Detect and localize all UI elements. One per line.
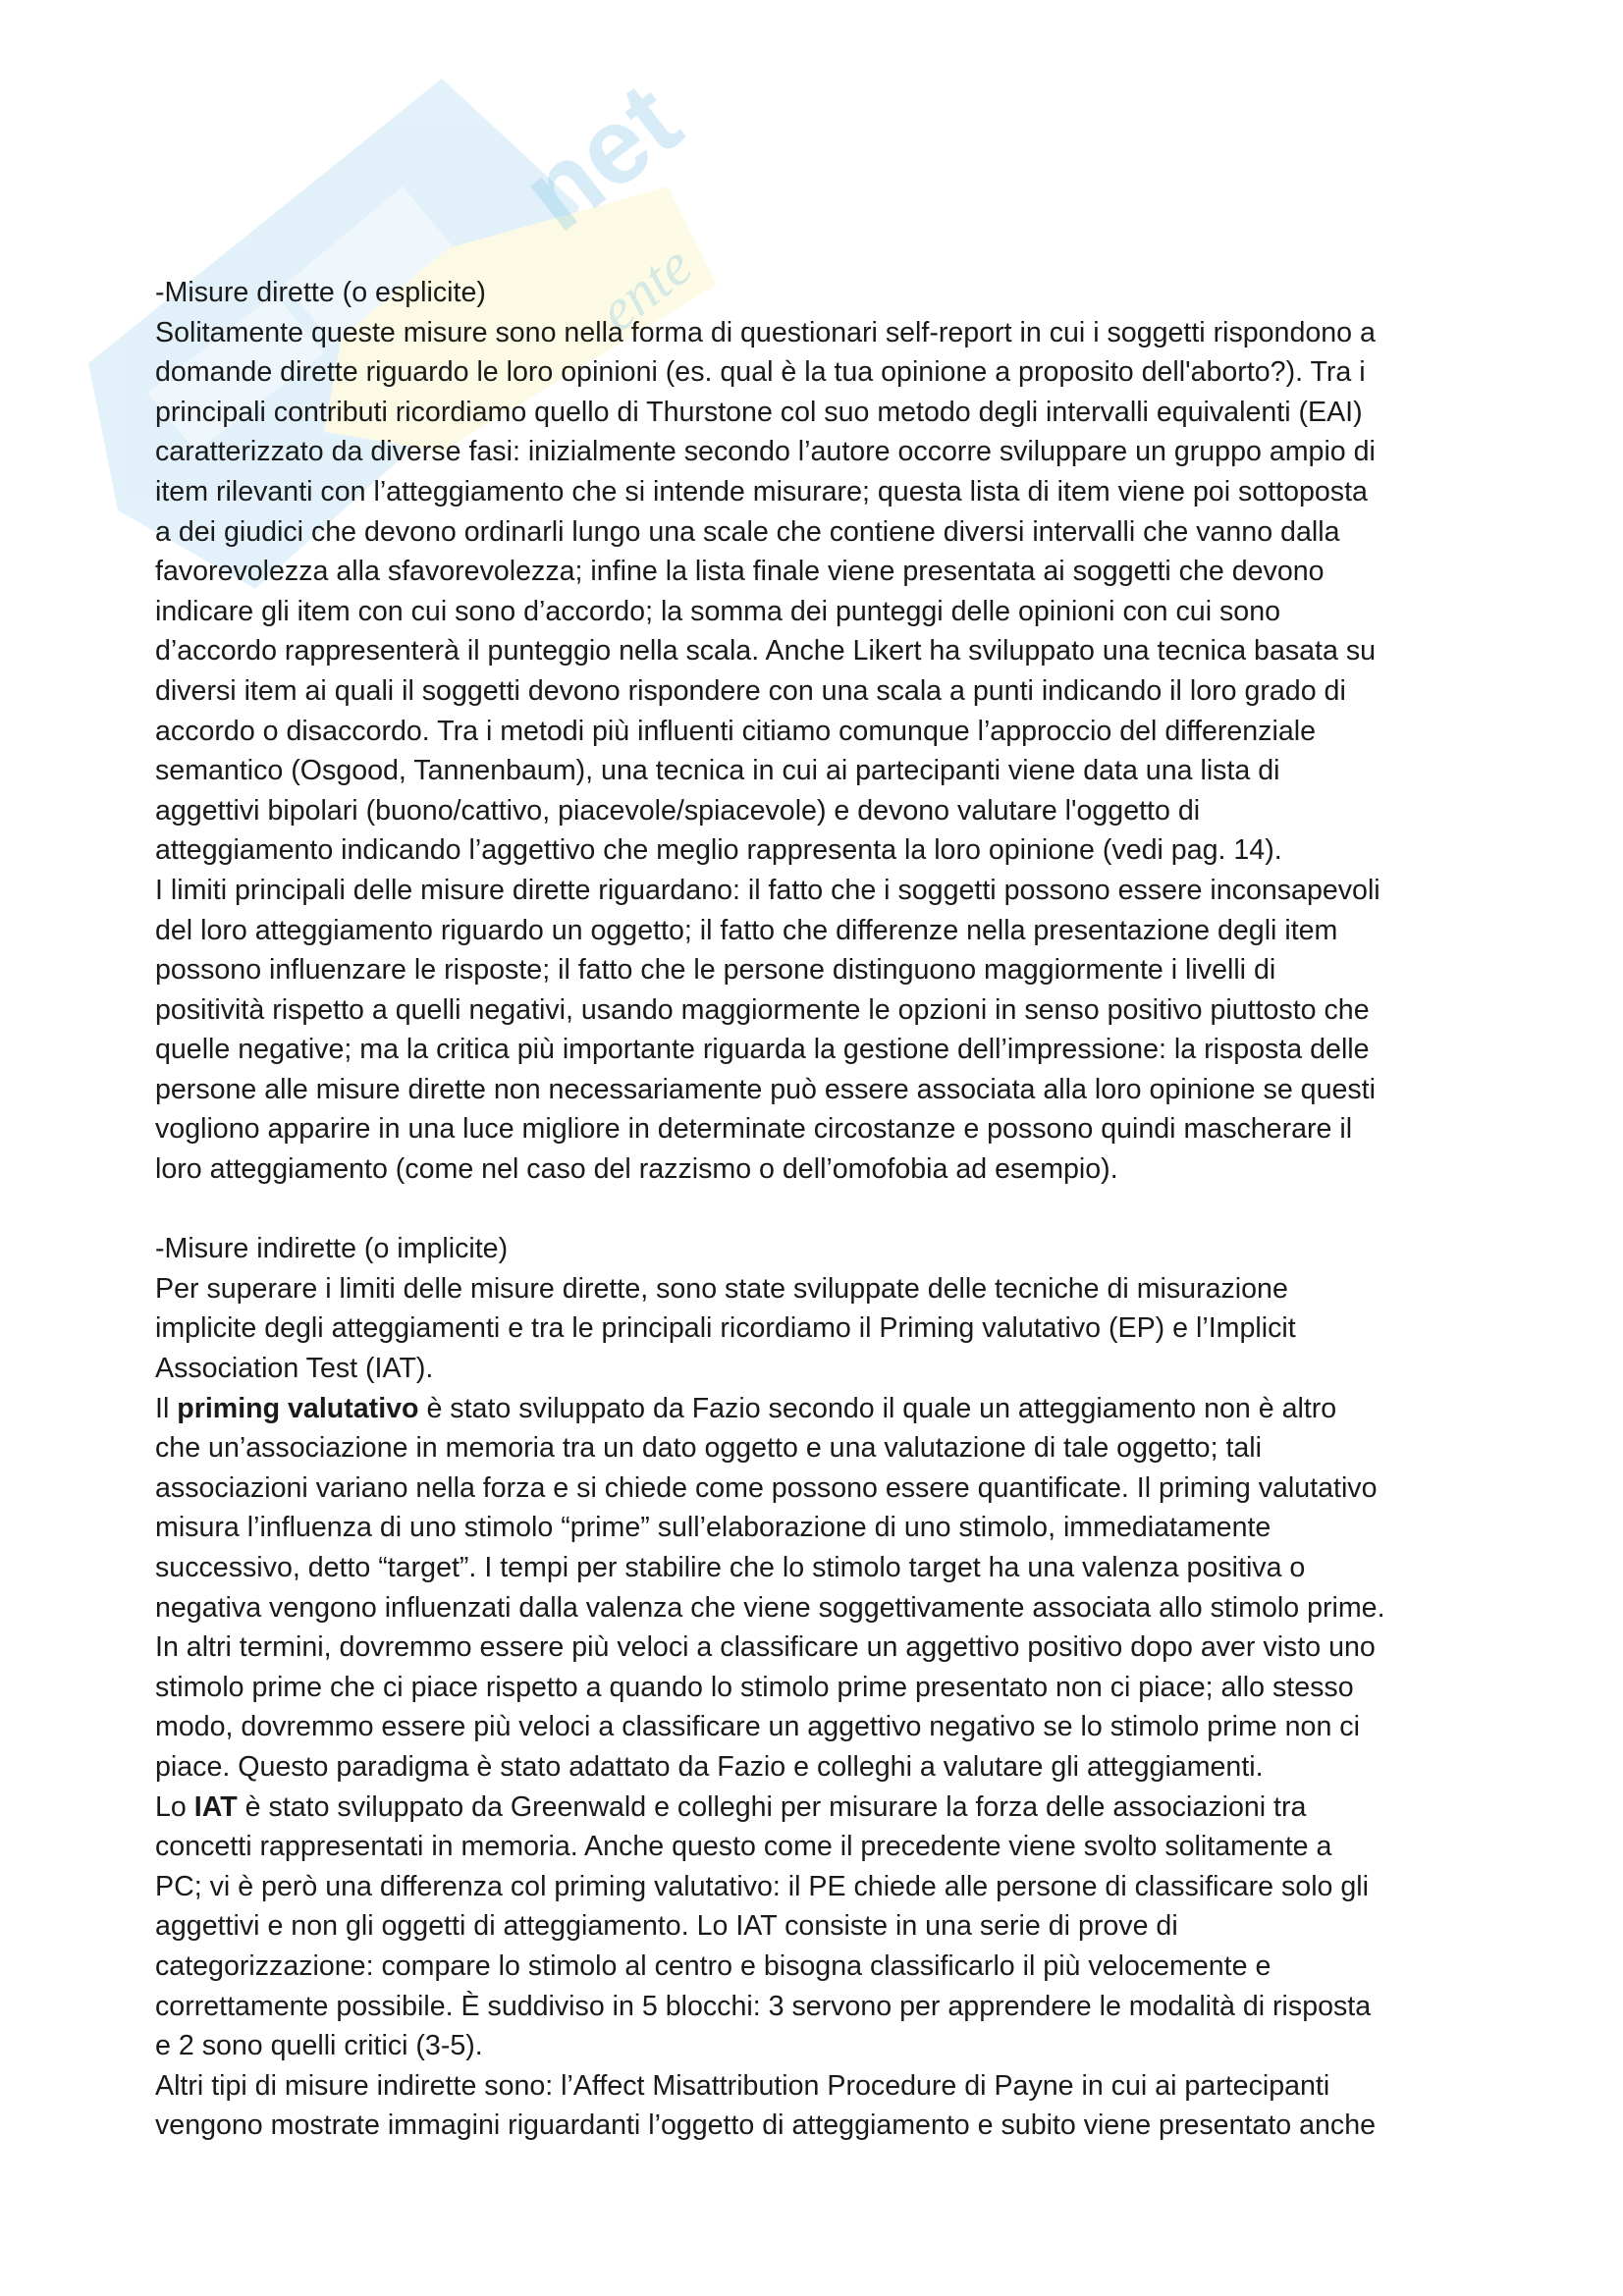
text-line: Altri tipi di misure indirette sono: l’Affect Misattribution Procedure di Payne in cui ai partecipanti xyxy=(155,2069,1330,2102)
document-body xyxy=(155,273,1500,2146)
text-line: che un’associazione in memoria tra un dato oggetto e una valutazione di tale oggetto; tali xyxy=(155,1432,1263,1465)
text-line-iat-intro xyxy=(155,1788,1500,1828)
text-line: a dei giudici che devono ordinarli lungo una scale che contiene diversi intervalli che vanno dalla xyxy=(155,515,1340,548)
text-line: diversi item ai quali il soggetti devono rispondere con una scala a punti indicando il loro grado di xyxy=(155,674,1346,707)
watermark-brand-main: net xyxy=(500,59,702,254)
priming-prefix: Il xyxy=(155,1392,178,1424)
text-line-priming-intro xyxy=(155,1389,1500,1429)
text-line: modo, dovremmo essere più veloci a classificare un aggettivo negativo se lo stimolo prime non ci xyxy=(155,1711,1360,1743)
text-line: indicare gli item con cui sono d’accordo; la somma dei punteggi delle opinioni con cui sono xyxy=(155,595,1281,627)
text-line: principali contributi ricordiamo quello di Thurstone col suo metodo degli intervalli equivalenti (EAI) xyxy=(155,396,1363,428)
text-line: successivo, detto “target”. I tempi per stabilire che lo stimolo target ha una valenza positiva o xyxy=(155,1552,1306,1583)
text-line: positività rispetto a quelli negativi, usando maggiormente le opzioni in senso positivo piuttosto che xyxy=(155,993,1370,1026)
text-line: Association Test (IAT). xyxy=(155,1353,434,1385)
watermark-brand-tagline: ente xyxy=(586,232,704,345)
text-line: aggettivi e non gli oggetti di atteggiamento. Lo IAT consiste in una serie di prove di xyxy=(155,1910,1178,1943)
text-line: Solitamente queste misure sono nella forma di questionari self-report in cui i soggetti rispondono a xyxy=(155,316,1376,348)
text-line: atteggiamento indicando l’aggettivo che meglio rappresenta la loro opinione (vedi pag. 14). xyxy=(155,834,1282,867)
text-line: correttamente possibile. È suddiviso in 5 blocchi: 3 servono per apprendere le modalità di risposta xyxy=(155,1990,1372,2022)
text-line: accordo o disaccordo. Tra i metodi più influenti citiamo comunque l’approccio del differenziale xyxy=(155,715,1316,747)
text-line: item rilevanti con l’atteggiamento che si intende misurare; questa lista di item viene poi sottoposta xyxy=(155,475,1368,507)
text-line: semantico (Osgood, Tannenbaum), una tecnica in cui ai partecipanti viene data una lista di xyxy=(155,755,1280,787)
text-line: vengono mostrate immagini riguardanti l’oggetto di atteggiamento e subito viene presentato anche xyxy=(155,2109,1377,2142)
text-line: categorizzazione: compare lo stimolo al centro e bisogna classificarlo il più velocemente e xyxy=(155,1949,1271,1982)
text-line: d’accordo rappresenterà il punteggio nella scala. Anche Likert ha sviluppato una tecnica basata su xyxy=(155,635,1377,667)
text-line: favorevolezza alla sfavorevolezza; infine la lista finale viene presentata ai soggetti che devono xyxy=(155,556,1325,588)
text-line: e 2 sono quelli critici (3-5). xyxy=(155,2030,483,2062)
text-line: del loro atteggiamento riguardo un oggetto; il fatto che differenze nella presentazione degli item xyxy=(155,914,1338,946)
text-line: In altri termini, dovremmo essere più veloci a classificare un aggettivo positivo dopo aver visto uno xyxy=(155,1631,1376,1664)
text-line: caratterizzato da diverse fasi: inizialmente secondo l’autore occorre sviluppare un gruppo ampio di xyxy=(155,436,1376,468)
text-line: negativa vengono influenzati dalla valenza che viene soggettivamente associata allo stimolo prime. xyxy=(155,1591,1385,1624)
text-line: concetti rappresentati in memoria. Anche questo come il precedente viene svolto solitamente a xyxy=(155,1831,1332,1863)
iat-prefix: Lo xyxy=(155,1790,194,1823)
text-line: aggettivi bipolari (buono/cattivo, piacevole/spiacevole) e devono valutare l'oggetto di xyxy=(155,794,1201,827)
text-line: piace. Questo paradigma è stato adattato da Fazio e colleghi a valutare gli atteggiamenti. xyxy=(155,1750,1264,1783)
section-heading-direct: -Misure dirette (o esplicite) xyxy=(155,277,486,308)
text-line: implicite degli atteggiamenti e tra le principali ricordiamo il Priming valutativo (EP) e l’Implicit xyxy=(155,1312,1296,1345)
text-line: stimolo prime che ci piace rispetto a quando lo stimolo prime presentato non ci piace; allo stesso xyxy=(155,1671,1354,1703)
text-line: loro atteggiamento (come nel caso del razzismo o dell’omofobia ad esempio). xyxy=(155,1153,1118,1186)
section-heading-indirect: -Misure indirette (o implicite) xyxy=(155,1233,509,1265)
priming-first-rest: è stato sviluppato da Fazio secondo il quale un atteggiamento non è altro xyxy=(418,1392,1337,1424)
text-line: PC; vi è però una differenza col priming valutativo: il PE chiede alle persone di classificare solo gli xyxy=(155,1870,1369,1902)
iat-first-rest: è stato sviluppato da Greenwald e colleghi per misurare la forza delle associazioni tra xyxy=(237,1790,1307,1823)
text-line: associazioni variano nella forza e si chiede come possono essere quantificate. Il priming valutativo xyxy=(155,1471,1378,1504)
term-priming-valutativo: priming valutativo xyxy=(177,1392,419,1424)
text-line: persone alle misure dirette non necessariamente può essere associata alla loro opinione se questi xyxy=(155,1073,1376,1105)
text-line: I limiti principali delle misure dirette riguardano: il fatto che i soggetti possono essere inconsapevoli xyxy=(155,874,1380,906)
text-line: domande dirette riguardo le loro opinioni (es. qual è la tua opinione a proposito dell'aborto?). Tra i xyxy=(155,356,1366,389)
paragraph-spacer xyxy=(155,1190,1500,1230)
text-line: quelle negative; ma la critica più importante riguarda la gestione dell’impressione: la risposta delle xyxy=(155,1034,1370,1066)
term-iat: IAT xyxy=(193,1790,238,1823)
text-line: vogliono apparire in una luce migliore in determinate circostanze e possono quindi mascherare il xyxy=(155,1113,1353,1146)
text-line: Per superare i limiti delle misure dirette, sono state sviluppate delle tecniche di misurazione xyxy=(155,1272,1288,1305)
text-line: possono influenzare le risposte; il fatto che le persone distinguono maggiormente i livelli di xyxy=(155,954,1276,987)
text-line: misura l’influenza di uno stimolo “prime” sull’elaborazione di uno stimolo, immediatamente xyxy=(155,1512,1271,1544)
